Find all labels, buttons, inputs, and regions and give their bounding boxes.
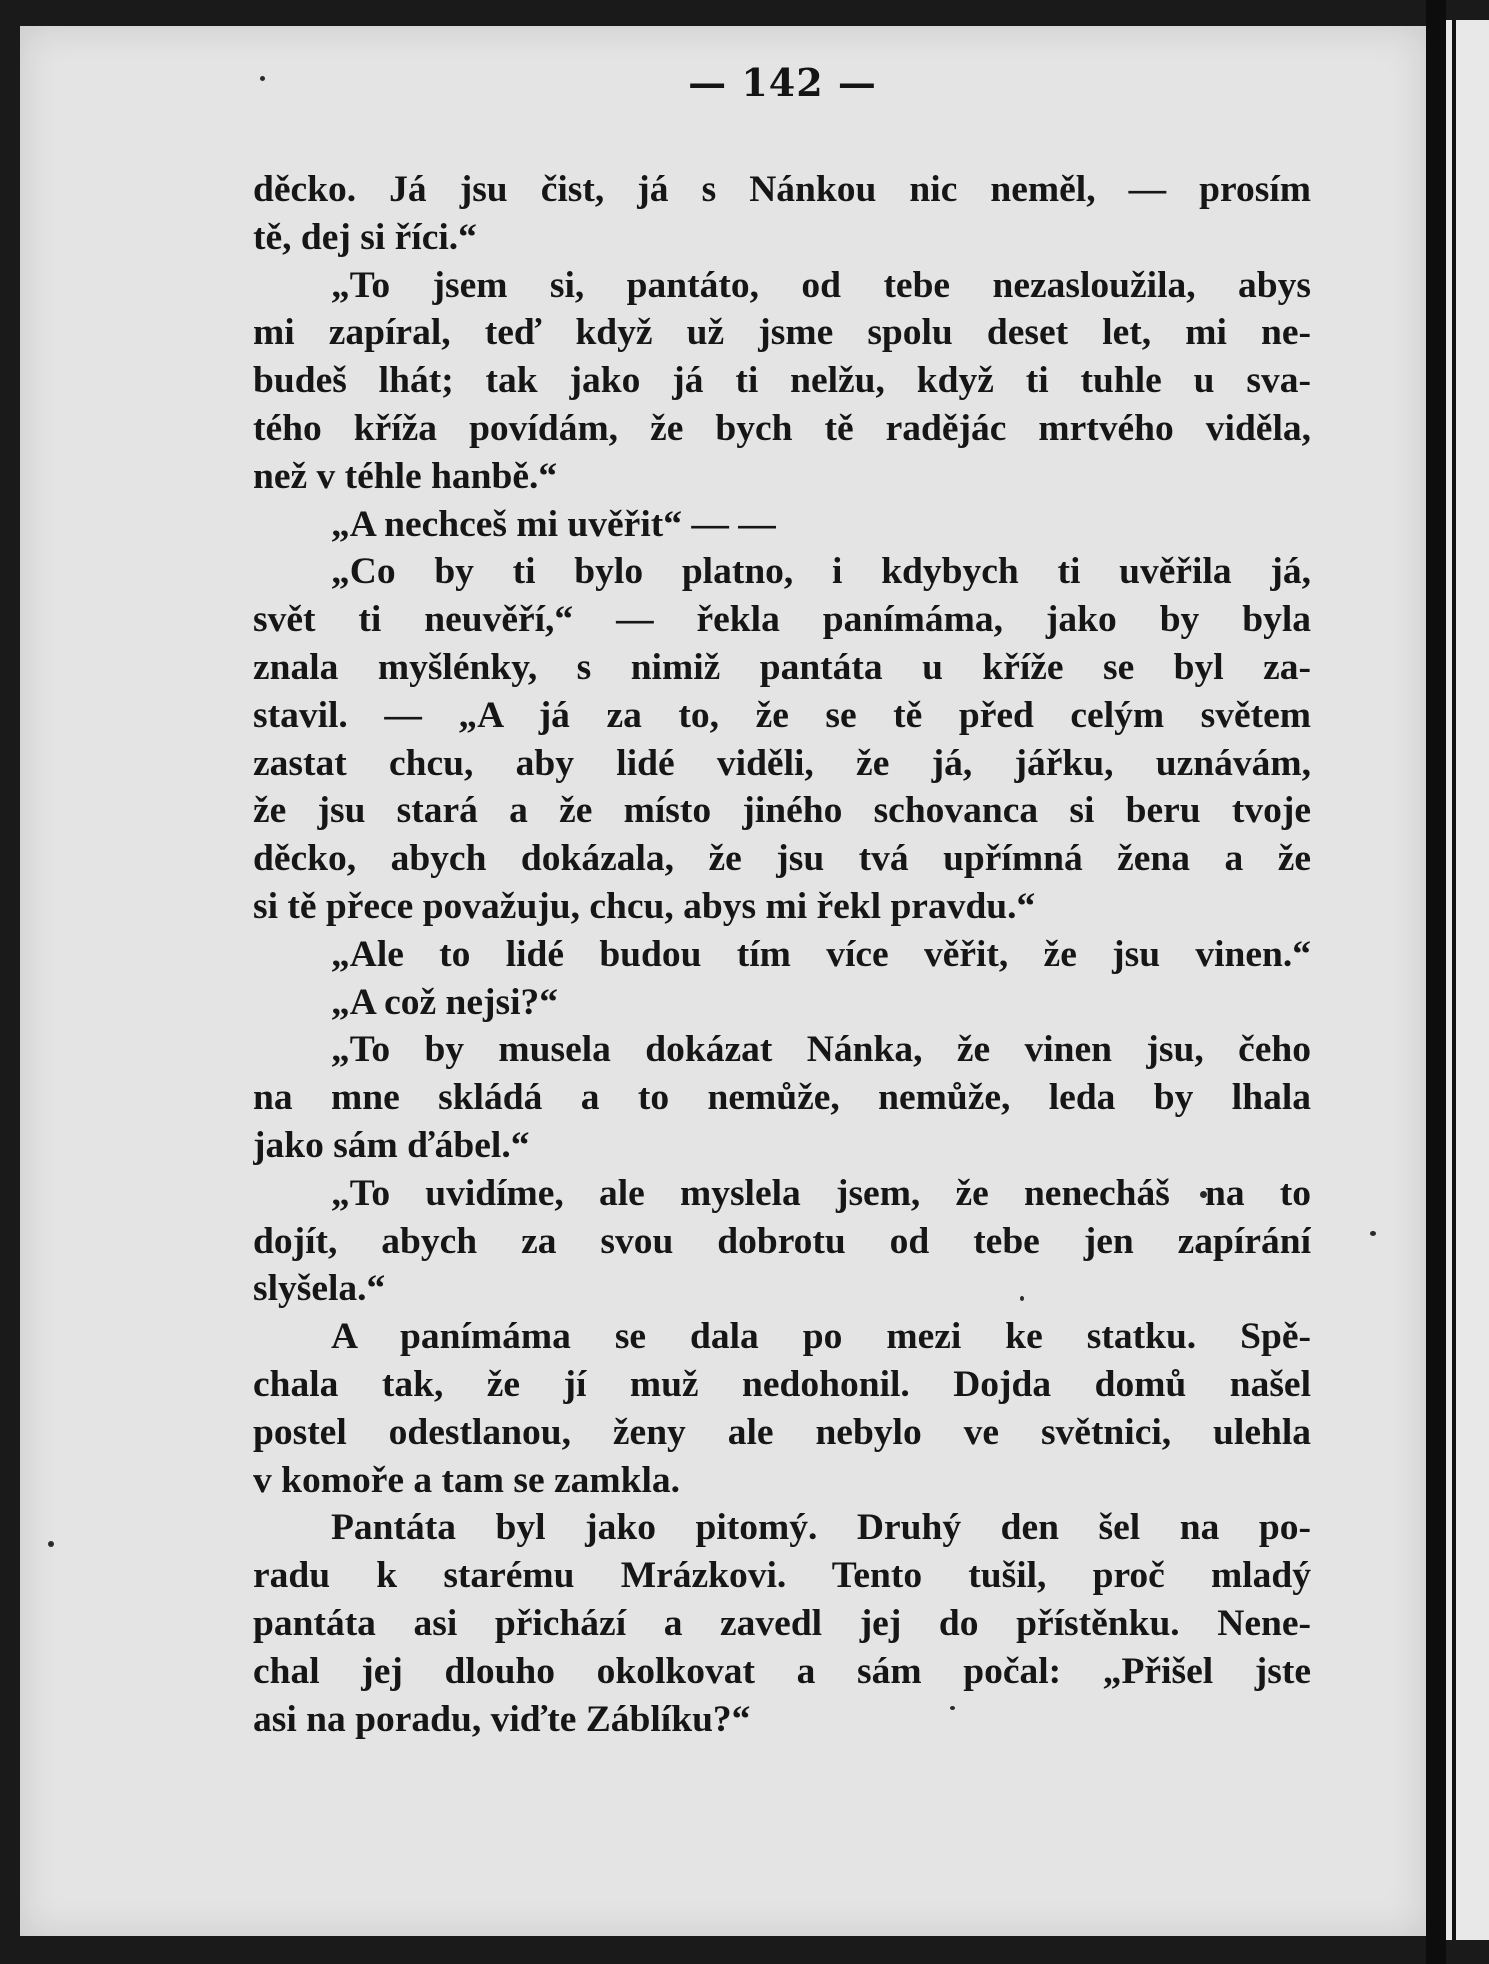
text-line: zastat chcu, aby lidé viděli, že já, jářku, uznávám, xyxy=(253,742,1311,784)
page-edge-line xyxy=(1452,20,1456,1940)
text-line: než v téhle hanbě.“ xyxy=(253,455,558,497)
text-line: radu k starému Mrázkovi. Tento tušil, proč mladý xyxy=(253,1555,1311,1597)
ink-speck xyxy=(48,1541,54,1547)
text-line: tého kříža povídám, že bych tě radějác mrtvého viděla, xyxy=(253,407,1311,449)
text-line: chala tak, že jí muž nedohonil. Dojda domů našel xyxy=(253,1363,1311,1405)
text-line: dojít, abych za svou dobrotu od tebe jen zapírání xyxy=(253,1220,1311,1262)
page-number: — 142 — xyxy=(688,60,877,105)
text-line: v komoře a tam se zamkla. xyxy=(253,1459,681,1501)
text-line: „A což nejsi?“ xyxy=(331,981,559,1023)
text-line: pantáta asi přichází a zavedl jej do přístěnku. Nene- xyxy=(253,1602,1311,1644)
text-line: „A nechceš mi uvěřit“ — — xyxy=(331,503,776,545)
text-line: Pantáta byl jako pitomý. Druhý den šel na po- xyxy=(331,1507,1311,1549)
text-line: postel odestlanou, ženy ale nebylo ve světnici, ulehla xyxy=(253,1411,1311,1453)
text-line: „Co by ti bylo platno, i kdybych ti uvěřila já, xyxy=(331,551,1311,593)
text-line: chal jej dlouho okolkovat a sám počal: „Přišel jste xyxy=(253,1650,1311,1692)
text-line: děcko. Já jsu čist, já s Nánkou nic neměl, — prosím xyxy=(253,169,1311,210)
text-line: stavil. — „A já za to, že se tě před celým světem xyxy=(253,694,1311,736)
text-line: „To jsem si, pantáto, od tebe nezasloužila, abys xyxy=(331,264,1311,306)
text-line: budeš lhát; tak jako já ti nelžu, když ti tuhle u sva- xyxy=(253,360,1311,402)
text-line: děcko, abych dokázala, že jsu tvá upřímná žena a že xyxy=(253,838,1311,880)
text-line: na mne skládá a to nemůže, nemůže, leda by lhala xyxy=(253,1077,1311,1119)
text-line: „To by musela dokázat Nánka, že vinen jsu, čeho xyxy=(331,1029,1311,1071)
ink-speck xyxy=(1370,1231,1376,1236)
text-line: slyšela.“ xyxy=(253,1268,386,1310)
text-line: že jsu stará a že místo jiného schovanca si beru tvoje xyxy=(253,790,1311,832)
text-line: tě, dej si říci.“ xyxy=(253,216,477,258)
text-line: asi na poradu, viďte Záblíku?“ xyxy=(253,1698,751,1740)
book-spine-shadow xyxy=(1426,0,1446,1964)
text-line: A panímáma se dala po mezi ke statku. Spě- xyxy=(331,1316,1311,1358)
text-line: mi zapíral, teď když už jsme spolu deset let, mi ne- xyxy=(253,312,1311,354)
body-text xyxy=(253,166,1311,1743)
text-line: znala myšlénky, s nimiž pantáta u kříže se byl za- xyxy=(253,646,1311,688)
text-line: „Ale to lidé budou tím více věřit, že jsu vinen.“ xyxy=(331,933,1311,975)
text-line: svět ti neuvěří,“ — řekla panímáma, jako by byla xyxy=(253,599,1311,641)
text-line: si tě přece považuju, chcu, abys mi řekl pravdu.“ xyxy=(253,885,1036,927)
text-line: „To uvidíme, ale myslela jsem, že nenecháš na to xyxy=(331,1172,1311,1214)
text-line: jako sám ďábel.“ xyxy=(253,1124,530,1166)
adjacent-page-edge xyxy=(1446,20,1489,1940)
